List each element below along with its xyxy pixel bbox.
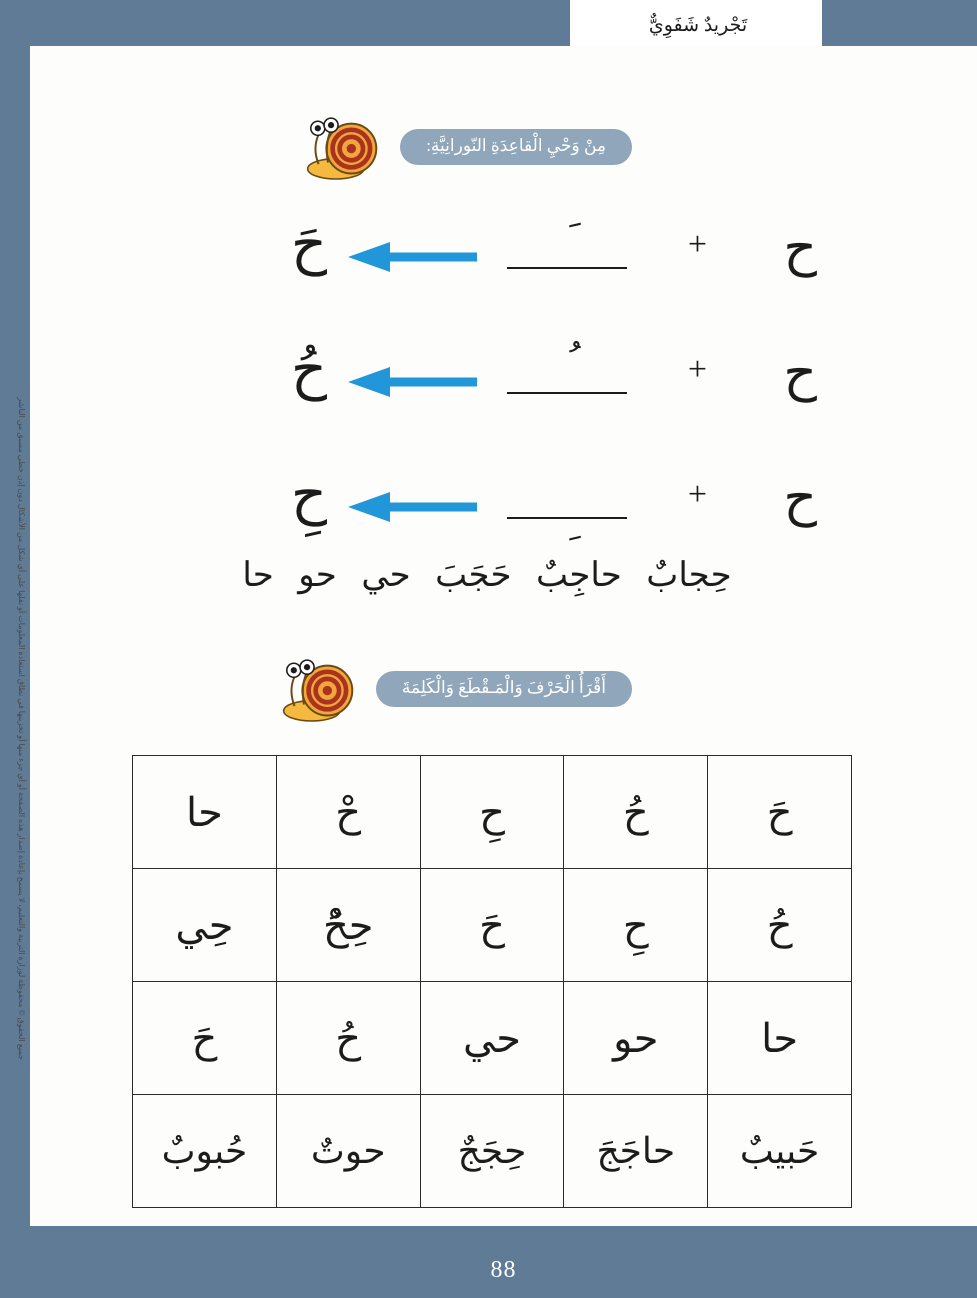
copyright-spine-text: جميع الحقوق © محفوظة لوزارة التربية والتعليم، لا يسمح بإعادة إصدار هذه الصفحة أو أي جزء منها أو تخزينها في نطاق استعادة المعلومات أو نقلها على أي شكل من الأشكال دون إذن خطي مسبق من الناشر	[17, 397, 26, 1060]
table-cell: حوتٌ	[276, 1095, 420, 1208]
table-cell: حِ	[564, 869, 708, 982]
table-cell: حْ	[276, 756, 420, 869]
table-cell: حُ	[276, 982, 420, 1095]
section1-banner-row	[302, 108, 632, 186]
snail-icon	[306, 108, 392, 186]
page-top-band-right	[822, 0, 977, 46]
table-cell: حُ	[708, 869, 852, 982]
equation-base-letter: ح	[783, 345, 817, 402]
table-cell: حِجَجٌ	[420, 1095, 564, 1208]
table-row	[133, 869, 852, 982]
table-cell: حَبيبٌ	[708, 1095, 852, 1208]
table-row	[133, 982, 852, 1095]
equation-base-letter: ح	[783, 220, 817, 277]
table-cell: حاجَجَ	[564, 1095, 708, 1208]
reading-table	[132, 755, 852, 1208]
table-row	[133, 1095, 852, 1208]
equation-diacritic-kasra	[535, 498, 595, 545]
table-cell: حَ	[708, 756, 852, 869]
page-number: 88	[490, 1257, 517, 1283]
table-cell: حَ	[133, 982, 277, 1095]
snail-icon	[282, 650, 368, 728]
section2-banner-label: أَقْرَأُ الْحَرْفَ وَالْمَـقْطَعَ وَالْكَلِمَةَ	[376, 671, 632, 707]
equation-diacritic-damma	[535, 339, 595, 386]
table-cell: حا	[708, 982, 852, 1095]
syllable-line: حِجابٌ حاجِبٌ حَجَبَ حي حو حا	[242, 557, 732, 594]
arrow-left-icon	[342, 365, 477, 399]
table-cell: حُ	[564, 756, 708, 869]
table-cell: حِي	[133, 869, 277, 982]
page-bottom-band	[30, 1226, 977, 1298]
equation-operator: +	[687, 351, 707, 388]
equation-list	[217, 200, 817, 575]
table-cell: حا	[133, 756, 277, 869]
equation-row	[217, 325, 817, 450]
section2-banner-row	[278, 650, 632, 728]
section1-banner-label: مِنْ وَحْيِ الْقاعِدَةِ النّورانِيَّةِ:	[400, 129, 632, 165]
equation-row	[217, 200, 817, 325]
equation-blank-line	[507, 391, 627, 394]
table-cell: حَ	[420, 869, 564, 982]
arrow-left-icon	[342, 240, 477, 274]
page-title: تَجْريدٌ شَفَوِيٌّ	[648, 15, 748, 36]
equation-operator: +	[687, 476, 707, 513]
equation-result: حُ	[290, 339, 327, 401]
equation-base-letter: ح	[783, 470, 817, 527]
table-cell: حو	[564, 982, 708, 1095]
equation-diacritic-fatha	[535, 214, 595, 261]
equation-blank-line	[507, 516, 627, 519]
table-cell: حِ	[420, 756, 564, 869]
equation-operator: +	[687, 226, 707, 263]
table-cell: حِحُْ	[276, 869, 420, 982]
equation-result: حِ	[290, 464, 327, 526]
equation-blank-line	[507, 266, 627, 269]
table-row	[133, 756, 852, 869]
page-top-band-left	[30, 0, 570, 46]
arrow-left-icon	[342, 490, 477, 524]
table-cell: حي	[420, 982, 564, 1095]
table-cell: حُبوبٌ	[133, 1095, 277, 1208]
equation-result: حَ	[290, 214, 327, 276]
